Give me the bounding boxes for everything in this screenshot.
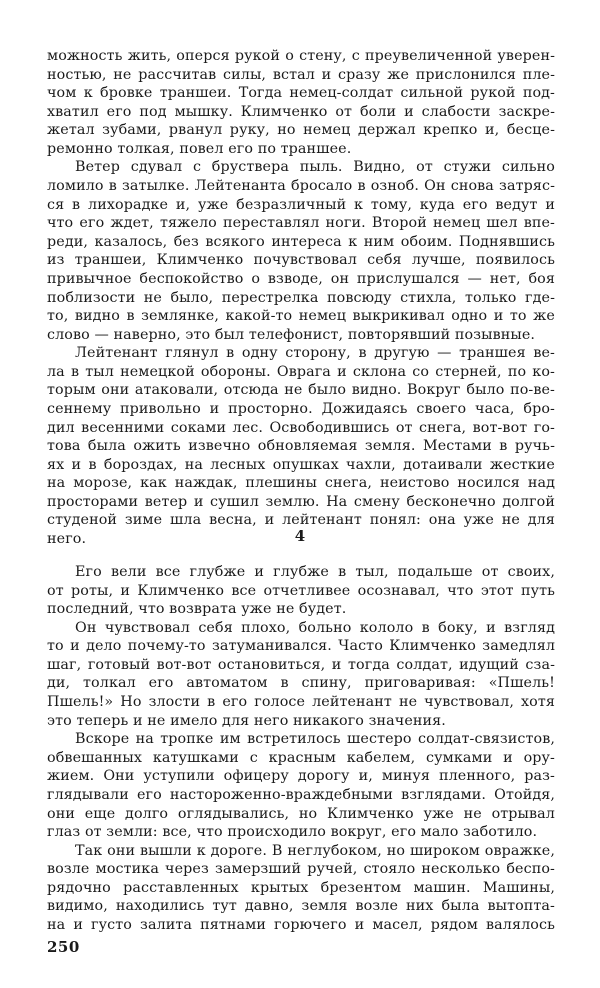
text-line: чом к бровке траншеи. Тогда немец-солдат сильной рукой под-	[47, 85, 555, 102]
text-line: это теперь и не имело для него никакого значения.	[47, 712, 446, 729]
text-line: ностью, не рассчитав силы, встал и сразу же прислонился пле-	[47, 66, 555, 83]
text-line: от роты, и Климченко все отчетливее осознавал, что этот путь	[47, 582, 555, 599]
page-number: 250	[47, 938, 80, 956]
text-line: шаг, готовый вот-вот остановиться, и тогда солдат, идущий сза-	[47, 656, 555, 673]
text-line: видимо, находились тут давно, земля возле них была вытопта-	[47, 898, 555, 915]
text-line: торым они атаковали, отсюда не было видно. Вокруг было по-ве-	[47, 382, 555, 399]
text-line: из траншеи, Климченко почувствовал себя лучше, появилось	[47, 252, 555, 269]
text-line: можность жить, оперся рукой о стену, с преувеличенной уверен-	[47, 48, 555, 64]
text-line: Он чувствовал себя плохо, больно кололо в боку, и взгляд	[75, 619, 555, 636]
text-line: возле мостика через замерзший ручей, стояло несколько беспо-	[47, 861, 555, 878]
text-block-1	[47, 47, 555, 549]
text-line: хватил его под мышку. Климченко от боли и слабости заскре-	[47, 103, 555, 120]
text-line: на морозе, как наждак, плешины снега, неистово носился над	[47, 475, 555, 492]
text-line: слово — наверно, это был телефонист, повторявший позывные.	[47, 326, 536, 343]
text-line: что его ждет, тяжело переставлял ноги. Второй немец шел впе-	[47, 215, 555, 232]
text-line: ломило в затылке. Лейтенанта бросало в озноб. Он снова затряс-	[47, 178, 555, 195]
text-line: жием. Они уступили офицеру дорогу и, минуя пленного, раз-	[47, 768, 555, 785]
text-line: просторами ветер и сушил землю. На смену бесконечно долгой	[47, 493, 555, 510]
text-line: сеннему привольно и просторно. Дожидаясь своего часа, бро-	[47, 400, 555, 417]
text-line: студеной зиме шла весна, и лейтенант понял: она уже не для	[47, 512, 555, 529]
text-line: глядывали его настороженно-враждебными взглядами. Отойдя,	[47, 786, 555, 803]
text-line: обвешанных катушками с красным кабелем, сумками и ору-	[47, 749, 555, 766]
text-line: поблизости не было, перестрелка повсюду стихла, только где-	[47, 289, 555, 306]
text-line: ремонно толкая, повел его по траншее.	[47, 140, 352, 157]
text-line: Пшель!» Но злости в его голосе лейтенант не чувствовал, хотя	[47, 694, 555, 711]
text-line: Лейтенант глянул в одну сторону, в другую — траншея ве-	[75, 345, 555, 362]
text-line: ся в лихорадке и, уже безразличный к тому, куда его ведут и	[47, 196, 555, 213]
chapter-number: 4	[294, 527, 306, 545]
text-line: Его вели все глубже и глубже в тыл, подальше от своих,	[75, 564, 555, 580]
text-line: реди, казалось, без всякого интереса к ним обоим. Поднявшись	[47, 233, 555, 250]
text-line: ла в тыл немецкой обороны. Оврага и склона со стерней, по ко-	[47, 363, 555, 380]
text-line: то и дело почему-то затуманивался. Часто Климченко замедлял	[47, 638, 555, 655]
text-line: привычное беспокойство о взводе, он прислушался — нет, боя	[47, 270, 555, 287]
text-line: на и густо залита пятнами горючего и масел, рядом валялось	[47, 916, 555, 933]
text-line: това была ожить извечно обновляемая земля. Местами в ручь-	[47, 438, 555, 455]
text-line: глаз от земли: все, что происходило вокруг, его мало заботило.	[47, 824, 538, 841]
text-line: то, видно в землянке, какой-то немец выкрикивал одно и то же	[47, 308, 555, 325]
text-line: Так они вышли к дороге. В неглубоком, но широком овражке,	[75, 842, 555, 859]
text-line: Вскоре на тропке им встретилось шестеро солдат-связистов,	[75, 731, 555, 748]
text-block-2	[47, 563, 555, 935]
text-line: последний, что возврата уже не будет.	[47, 601, 347, 618]
text-line: они еще долго оглядывались, но Климченко уже не отрывал	[47, 805, 555, 822]
text-line: рядочно расставленных крытых брезентом машин. Машины,	[47, 879, 555, 896]
text-line: Ветер сдувал с бруствера пыль. Видно, от стужи сильно	[75, 159, 555, 176]
text-line: ях и в бороздах, на лесных опушках чахли, дотаивали жесткие	[47, 456, 555, 473]
text-line: него.	[47, 531, 87, 548]
text-line: дил весенними соками лес. Освободившись от снега, вот-вот го-	[47, 419, 555, 436]
text-line: ди, толкал его автоматом в спину, приговаривая: «Пшель!	[47, 675, 555, 692]
text-line: жетал зубами, рванул руку, но немец держал крепко и, бесце-	[47, 122, 555, 139]
